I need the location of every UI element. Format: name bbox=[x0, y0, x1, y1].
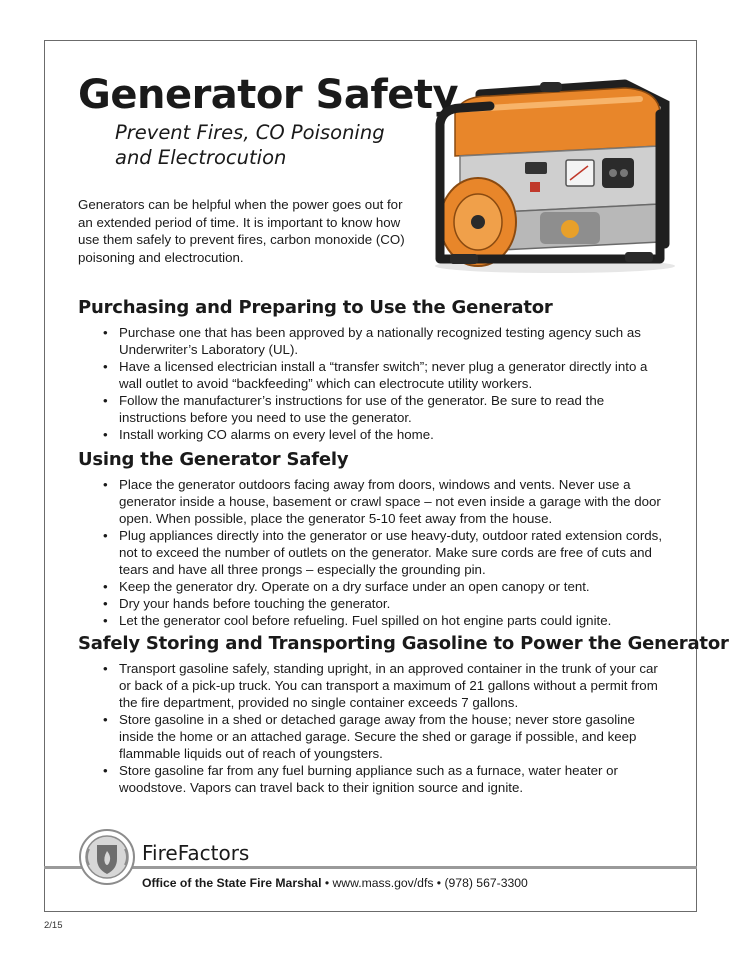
list-item: • Keep the generator dry. Operate on a dry surface under an open canopy or tent. bbox=[103, 578, 673, 595]
using-list bbox=[103, 476, 673, 629]
footer-divider bbox=[44, 866, 697, 869]
state-fire-marshal-seal-icon bbox=[79, 829, 135, 885]
section-heading-using: Using the Generator Safely bbox=[78, 449, 349, 470]
list-item: • Follow the manufacturer’s instructions for use of the generator. Be sure to read the instructions before you need to use the generator. bbox=[103, 392, 673, 426]
portable-generator-illustration bbox=[420, 74, 682, 274]
section-heading-gasoline: Safely Storing and Transporting Gasoline to Power the Generator bbox=[78, 633, 729, 654]
intro-paragraph: Generators can be helpful when the power goes out for an extended period of time. It is important to know how use them safely to prevent fires, carbon monoxide (CO) poisoning and electrocution. bbox=[78, 197, 405, 265]
list-item: • Purchase one that has been approved by a nationally recognized testing agency such as Underwriter’s Laboratory (UL). bbox=[103, 324, 673, 358]
page-code: 2/15 bbox=[44, 920, 63, 931]
list-item: • Store gasoline far from any fuel burning appliance such as a furnace, water heater or woodstove. Vapors can travel back to their ignition source and ignite. bbox=[103, 762, 673, 796]
list-item: • Transport gasoline safely, standing upright, in an approved container in the trunk of your car or back of a pick-up truck. You can transport a maximum of 21 gallons without a permit from the fire department, provided no single container exceeds 7 gallons. bbox=[103, 660, 673, 711]
page-subtitle: Prevent Fires, CO Poisoning and Electrocution bbox=[115, 121, 385, 169]
list-item: • Have a licensed electrician install a “transfer switch”; never plug a generator directly into a wall outlet to avoid “backfeeding” which can electrocute utility workers. bbox=[103, 358, 673, 392]
purchasing-list bbox=[103, 324, 673, 443]
gasoline-list bbox=[103, 660, 673, 796]
list-item: • Plug appliances directly into the generator or use heavy-duty, outdoor rated extension cords, not to exceed the number of outlets on the generator. Make sure cords are free of cuts and tears and have all three prongs – especially the grounding pin. bbox=[103, 527, 673, 578]
office-name: Office of the State Fire Marshal bbox=[142, 876, 322, 890]
section-heading-purchasing: Purchasing and Preparing to Use the Generator bbox=[78, 297, 553, 318]
list-item: • Dry your hands before touching the generator. bbox=[103, 595, 673, 612]
list-item: • Place the generator outdoors facing away from doors, windows and vents. Never use a generator inside a house, basement or crawl space – not even inside a garage with the door open. When possible, place the generator 5-10 feet away from the house. bbox=[103, 476, 673, 527]
list-item: • Store gasoline in a shed or detached garage away from the house; never store gasoline inside the home or an attached garage. Secure the shed or garage if possible, and keep flammable liquids out of reach of youngsters. bbox=[103, 711, 673, 762]
list-item: • Install working CO alarms on every level of the home. bbox=[103, 426, 673, 443]
list-item: • Let the generator cool before refueling. Fuel spilled on hot engine parts could ignite. bbox=[103, 612, 673, 629]
brand-name: FireFactors bbox=[142, 841, 250, 865]
office-contact: • www.mass.gov/dfs • (978) 567-3300 bbox=[321, 876, 528, 890]
office-line bbox=[142, 875, 528, 891]
page-title: Generator Safety bbox=[78, 72, 459, 118]
